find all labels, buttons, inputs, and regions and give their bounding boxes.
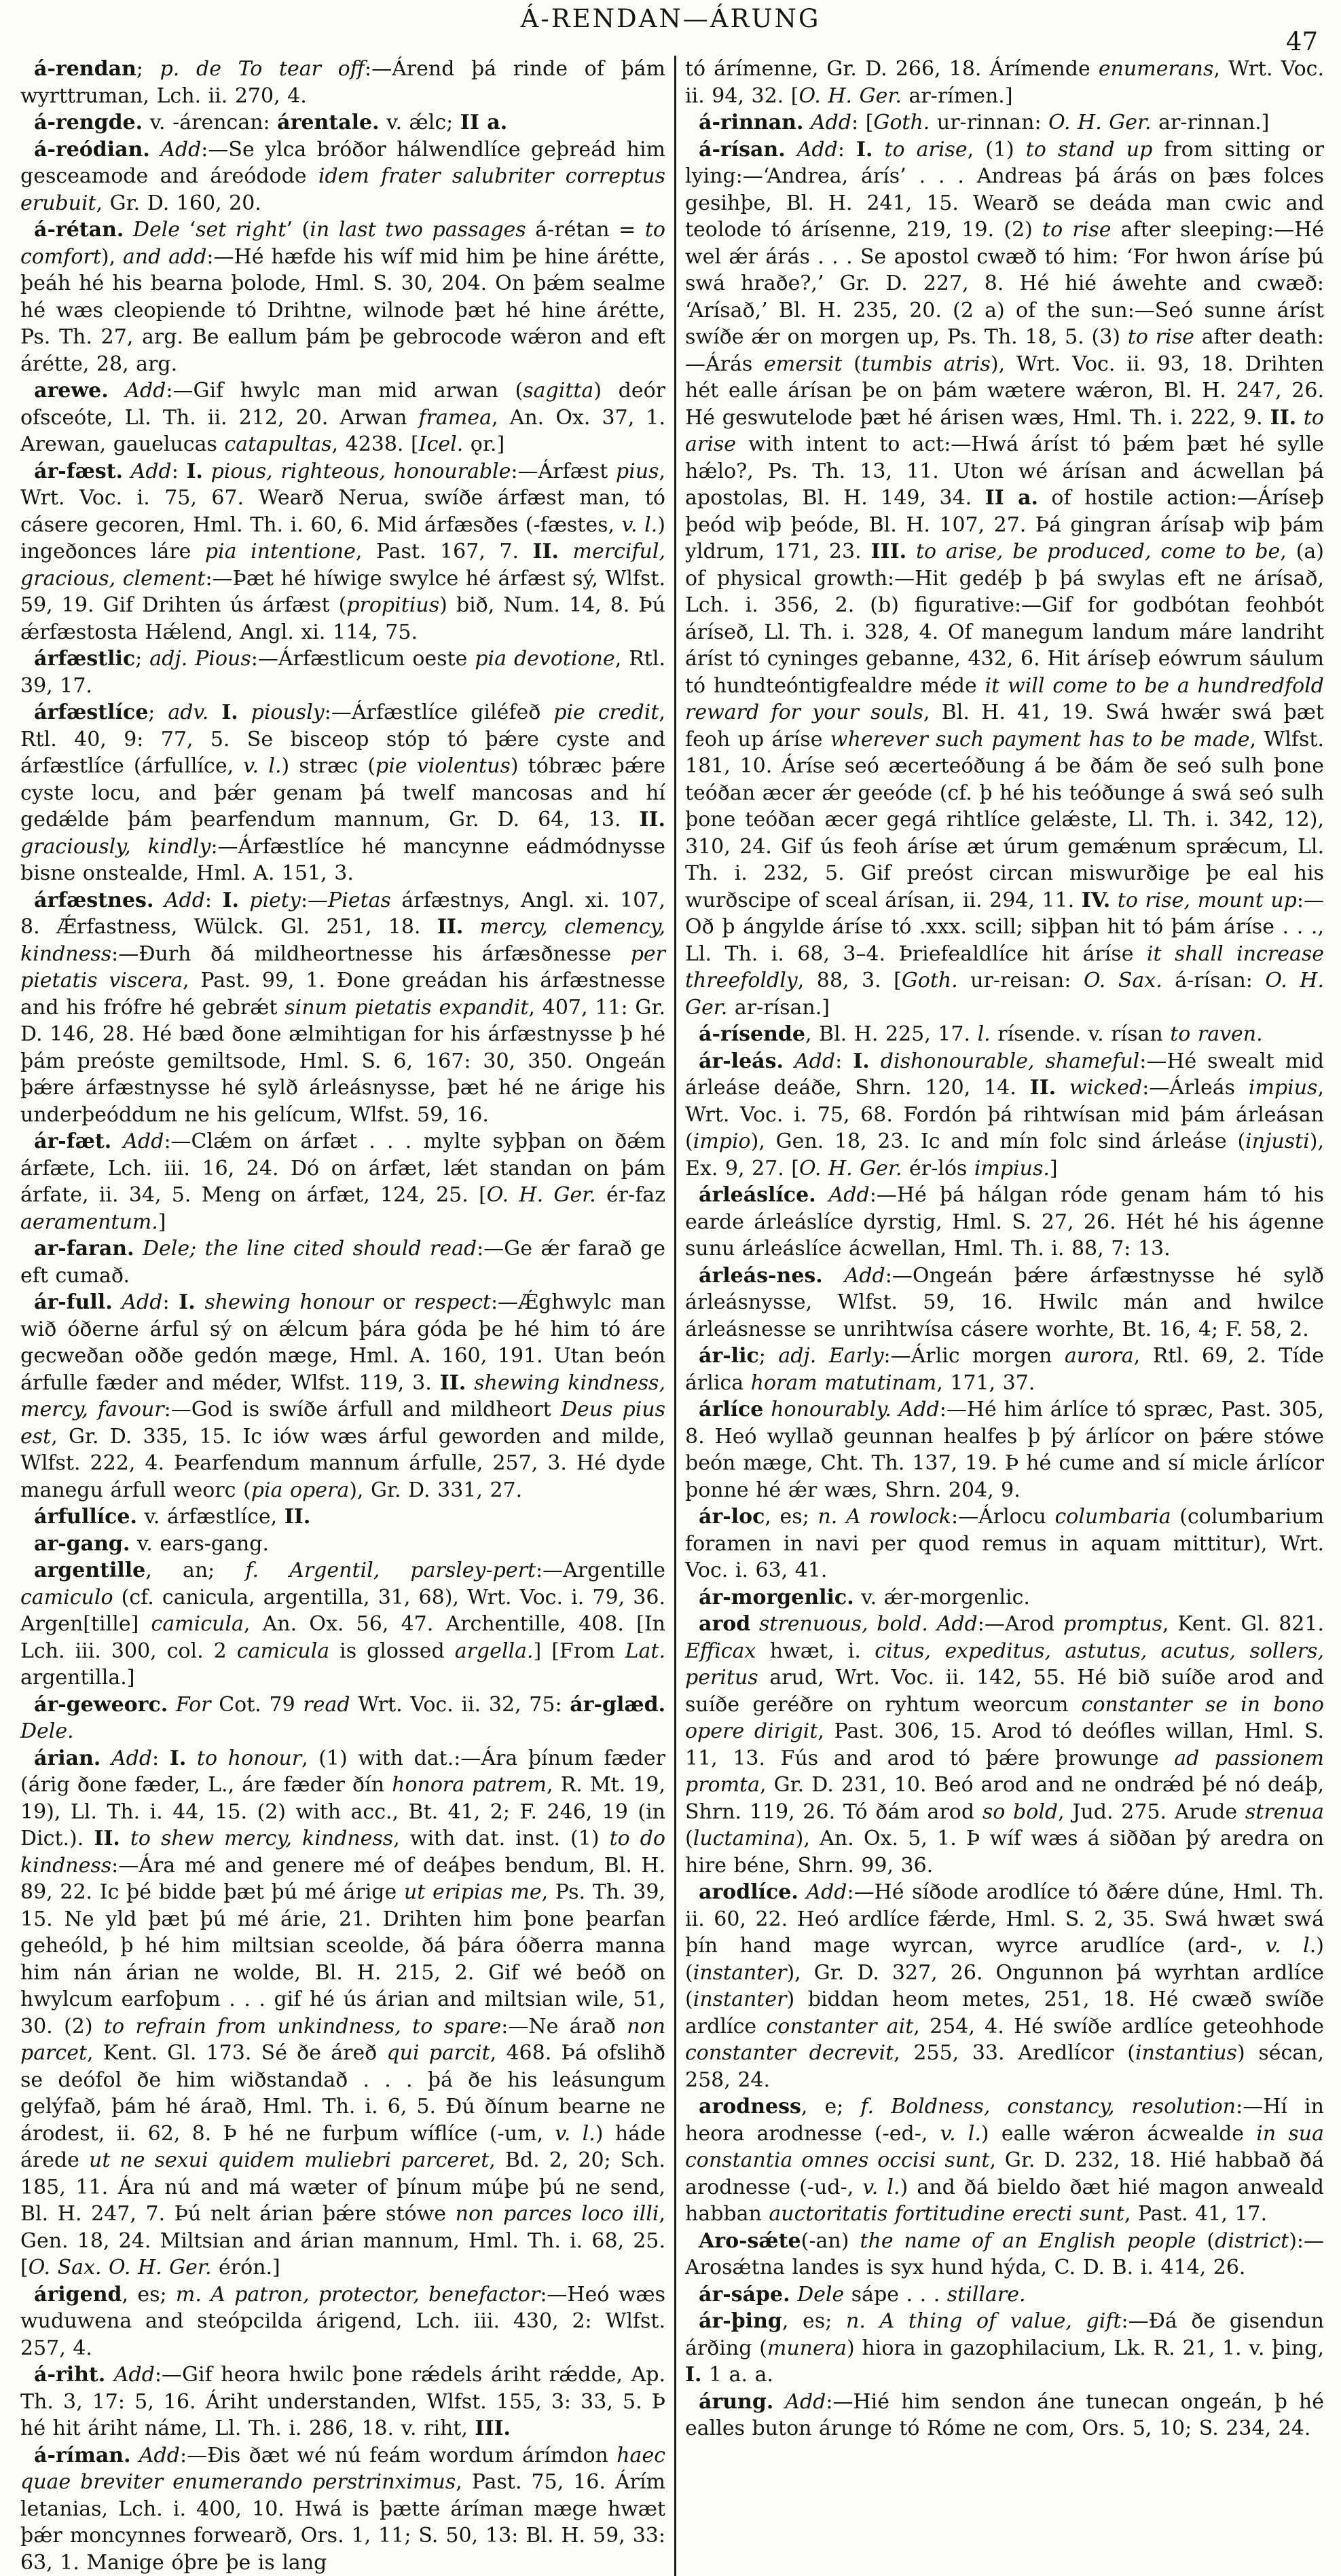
italic-text: stillare. bbox=[947, 2283, 1026, 2307]
italic-text: O. H. Ger. bbox=[487, 1183, 596, 1207]
italic-text: honora patrem bbox=[392, 1773, 547, 1797]
italic-text: citus, expeditus, astutus, acutus, sollers, peritus bbox=[685, 1639, 1324, 1690]
italic-text: constanter decrevit bbox=[685, 2041, 894, 2065]
entry-headword: árfullíce. bbox=[34, 1505, 137, 1529]
italic-text: Add bbox=[139, 2444, 180, 2467]
italic-text: respect bbox=[414, 1290, 491, 1314]
italic-text: impius. bbox=[974, 1157, 1050, 1180]
dictionary-entry: árung. Add:—Hié him sendon áne tunecan ongeán, þ hé ealles buton árunge tó Róme ne com, Ors. 5, 10; S. 234, 24. bbox=[685, 2389, 1324, 2442]
dictionary-entry: ár-loc, es; n. A rowlock:—Árlocu columbaria (columbarium foramen in navi per quod remus in aquam mittitur), Wrt. Voc. i. 63, 41. bbox=[685, 1504, 1324, 1584]
entry-headword: árfæstlíce bbox=[34, 701, 148, 724]
italic-text: propitius bbox=[346, 593, 439, 617]
italic-text: to rise bbox=[1128, 325, 1194, 349]
italic-text: to refrain from unkindness, to spare bbox=[104, 2015, 501, 2038]
bold-text: I. bbox=[170, 1747, 186, 1770]
bold-text: II a. bbox=[460, 111, 507, 134]
italic-text: honourably. bbox=[771, 1398, 892, 1421]
dictionary-entry: á-rísende, Bl. H. 225, 17. l. rísende. v. rísan to raven. bbox=[685, 1021, 1324, 1048]
dictionary-entry: árfæstnes. Add: I. piety:—Pietas árfæstnys, Angl. xi. 107, 8. Ǽrfastness, Wülck. Gl. 251, 18. II. mercy, clemency, kindness:—Ðurh ðá mildheortnesse his árfæsðnesse per pietatis viscera, Past. 99, 1. Ðone greádan his árfæstnesse and his frófre hé gebrǽt sinum pietatis expandit, 407, 11: Gr. D. 146, 28. Hé bæd ðone ælmihtigan for his árfæstnysse þ hé þám preóste gemiltsode, Hml. S. 6, 167: 30, 350. Ongeán þǽre árfæstnysse hé sylð árleásnysse, þæt hé ne árige his underþeóddum ne his gelícum, Wlfst. 59, 16. bbox=[20, 887, 665, 1129]
italic-text: graciously, kindly bbox=[20, 835, 210, 859]
entry-headword: á-rengde. bbox=[34, 111, 143, 134]
italic-text: dishonourable, shameful bbox=[881, 1049, 1139, 1073]
italic-text: For bbox=[176, 1693, 211, 1717]
italic-text: pia intentione bbox=[205, 540, 356, 563]
dictionary-entry: árfæstlic; adj. Pious:—Árfæstlicum oeste pia devotione, Rtl. 39, 17. bbox=[20, 646, 665, 699]
entry-headword: ár-geweorc. bbox=[34, 1693, 168, 1717]
bold-text: I. bbox=[221, 701, 238, 724]
dictionary-entry: ár-geweorc. For Cot. 79 read Wrt. Voc. ii. 32, 75: ár-glæd. Dele. bbox=[20, 1692, 665, 1745]
italic-text: piously bbox=[251, 701, 325, 724]
italic-text: instanter bbox=[693, 1961, 787, 1985]
bold-text: ár-glæd. bbox=[570, 1693, 665, 1717]
italic-text: Add bbox=[122, 1290, 162, 1314]
italic-text: p. de To tear off bbox=[160, 57, 365, 81]
italic-text: to raven bbox=[1170, 1022, 1256, 1046]
italic-text: Add bbox=[937, 1612, 978, 1636]
italic-text: so bold bbox=[982, 1800, 1058, 1824]
italic-text: catapultas bbox=[224, 432, 331, 456]
italic-text: v. l. bbox=[555, 2122, 595, 2146]
italic-text: Add bbox=[806, 1880, 847, 1904]
italic-text: columbaria bbox=[1055, 1505, 1171, 1529]
italic-text: to arise bbox=[685, 406, 1324, 457]
dictionary-entry: ár-fæst. Add: I. pious, righteous, honourable:—Árfæst pius, Wrt. Voc. i. 75, 67. Wearð Nerua, swíðe árfæst man, tó cásere gecoren, Hml. Th. i. 60, 6. Mid árfæsðes (-fæstes, v. l.) ingeðonces láre pia intentione, Past. 167, 7. II. merciful, gracious, clement:—Þæt hé híwige swylce hé árfæst sý, Wlfst. 59, 19. Gif Drihten ús árfæst (propitius) bið, Num. 14, 8. Þú ǽrfæstosta Hǽlend, Angl. xi. 114, 75. bbox=[20, 458, 665, 646]
entry-headword: árleás-nes. bbox=[699, 1264, 823, 1288]
italic-text: instanter bbox=[693, 1987, 787, 2011]
page-number: 47 bbox=[1286, 27, 1318, 56]
entry-headword: á-rísan. bbox=[699, 138, 786, 162]
entry-headword: árlíce bbox=[699, 1398, 763, 1421]
italic-text: to rise bbox=[1042, 218, 1111, 242]
italic-text: Add bbox=[111, 1747, 152, 1770]
italic-text: v. l. bbox=[243, 754, 281, 778]
dictionary-entry: arod strenuous, bold. Add:—Arod promptus, Kent. Gl. 821. Efficax hwæt, i. citus, expeditus, astutus, acutus, sollers, peritus arud, Wrt. Voc. ii. 142, 55. Hé bið suíðe arod and suíðe geréðre on ryhtum weorcum constanter se in bono opere dirigit, Past. 306, 15. Arod tó deófles willan, Hml. S. 11, 13. Fús and arod tó þǽre þrowunge ad passionem promta, Gr. D. 231, 10. Beó arod and ne ondrǽd þé nó deáþ, Shrn. 119, 26. Tó ðám arod so bold, Jud. 275. Arude strenua (luctamina), An. Ox. 5, 1. Þ wíf wæs á siððan þý aredra on hire béne, Shrn. 99, 36. bbox=[685, 1611, 1324, 1879]
dictionary-entry: ár-leás. Add: I. dishonourable, shameful:—Hé swealt mid árleáse deáðe, Shrn. 120, 14. II. wicked:—Árleás impius, Wrt. Voc. i. 75, 68. Fordón þá rihtwísan mid þám árleásan (impio), Gen. 18, 23. Ic and mín folc sind árleáse (injusti), Ex. 9, 27. [O. H. Ger. ér-lós impius.] bbox=[685, 1048, 1324, 1182]
entry-headword: Aro-sǽte bbox=[699, 2229, 801, 2253]
italic-text: O. H. Ger. bbox=[685, 969, 1324, 1020]
italic-text: ad passionem promta bbox=[685, 1747, 1324, 1797]
entry-headword: ár-fæt. bbox=[34, 1130, 111, 1153]
dictionary-entry: á-rísan. Add: I. to arise, (1) to stand up from sitting or lying:—‘Andrea, árís’ . . . Andreas þá árás on þæs folces gesihþe, Bl. H. 241, 15. Wearð se deáda man cwic and teolode tó árísenne, 219, 19. (2) to rise after sleeping:—Hé wel ǽr árás . . . Se apostol cwæð tó him: ‘For hwon áríse þú swá hraðe?,’ Gr. D. 227, 8. Hé hié áwehte and cwæð: ‘Arísað,’ Bl. H. 235, 20. (2 a) of the sun:—Seó sunne áríst swíðe ǽr on morgen up, Ps. Th. 18, 5. (3) to rise after death:—Árás emersit (tumbis atris), Wrt. Voc. ii. 93, 18. Drihten hét ealle árísan þe on þám wætere wǽron, Bl. H. 247, 26. Hé geswutelode þæt hé árisen wæs, Hml. Th. i. 222, 9. II. to arise with intent to act:—Hwá áríst tó þǽm þæt hé sylle hǽlo?, Ps. Th. 13, 11. Uton wé árísan and ácwellan þá apostolas, Bl. H. 149, 34. II a. of hostile action:—Áríseþ þeód wiþ þeóde, Bl. H. 107, 27. Þá gingran árísaþ wiþ þám yldrum, 171, 23. III. to arise, be produced, come to be, (a) of physical growth:—Hit gedéþ þ þá swylas eft ne árísað, Lch. i. 356, 2. (b) figurative:—Gif for godbótan feohbót áríseð, Ll. Th. i. 328, 4. Of manegum landum máre landriht áríst tó cyninges gebanne, 432, 6. Hit áríseþ eówrum sáulum tó hundteóntigfealdre méde it will come to be a hundredfold reward for your souls, Bl. H. 41, 19. Swá hwǽr swá þæt feoh up áríse wherever such payment has to be made, Wlfst. 181, 10. Áríse seó æcerteóðung á be ðám ðe seó sulh þone teóðan æcer ǽr geeóde (cf. þ hé his teóðunge á swá seó sulh þone teóðan æcer gegá rihtlíce gelǽste, Ll. Th. i. 342, 12), 310, 24. Gif ús feoh áríse æt úrum gemǽnum sprǽcum, Ll. Th. i. 232, 5. Gif preóst circan miswurðige þe eal his wurðscipe of sceal árísan, ii. 294, 11. IV. to rise, mount up:—Oð þ ángylde áríse tó .xxx. scill; siþþan hit tó þám áríse . . ., Ll. Th. i. 68, 3–4. Þriefealdlíce hit áríse it shall increase threefoldly, 88, 3. [Goth. ur-reisan: O. Sax. á-rísan: O. H. Ger. ar-rísan.] bbox=[685, 136, 1324, 1022]
italic-text: pia opera bbox=[251, 1478, 349, 1502]
italic-text: to arise bbox=[885, 138, 968, 162]
italic-text: Add bbox=[125, 379, 166, 403]
dictionary-entry: ár-morgenlic. v. ǽr-morgenlic. bbox=[685, 1584, 1324, 1611]
entry-headword: árian. bbox=[34, 1747, 100, 1770]
italic-text: ut ne sexui quidem muliebri parceret bbox=[89, 2148, 489, 2172]
dictionary-entry: á-rinnan. Add: [Goth. ur-rinnan: O. H. Ger. ar-rinnan.] bbox=[685, 109, 1324, 136]
italic-text: n. A rowlock bbox=[818, 1505, 951, 1529]
italic-text: pie violentus bbox=[375, 754, 511, 778]
entry-headword: árfæstlic bbox=[34, 647, 135, 671]
bold-text: I. bbox=[186, 460, 202, 483]
bold-text: III. bbox=[475, 2416, 511, 2440]
italic-text: injusti bbox=[1245, 1130, 1310, 1153]
bold-text: II. bbox=[532, 540, 559, 563]
italic-text: v. l. bbox=[1266, 1934, 1317, 1958]
entry-headword: arodlíce. bbox=[699, 1880, 798, 1904]
bold-text: árentale. bbox=[277, 111, 379, 134]
entry-headword: ár-full. bbox=[34, 1290, 113, 1314]
dictionary-entry: arodness, e; f. Boldness, constancy, resolution:—Hí in heora arodnesse (-ed-, v. l.) ealle wǽron ácwealde in sua constantia omnes occisi sunt, Gr. D. 232, 18. Hié habbað ðá arodnesse (-ud-, v. l.) and ðá bieldo ðæt hié magon anweald habban auctoritatis fortitudine erecti sunt, Past. 41, 17. bbox=[685, 2093, 1324, 2228]
italic-text: Icel. bbox=[419, 432, 464, 456]
entry-headword: argentille bbox=[34, 1558, 145, 1582]
italic-text: emersit bbox=[764, 352, 842, 376]
italic-text: Goth. bbox=[902, 969, 958, 992]
bold-text: II. bbox=[639, 808, 665, 832]
bold-text: II. bbox=[1030, 1076, 1057, 1100]
entry-headword: á-rinnan. bbox=[699, 111, 803, 134]
dictionary-entry: ár-lic; adj. Early:—Árlic morgen aurora, Rtl. 69, 2. Tíde árlica horam matutinam, 171, 37. bbox=[685, 1343, 1324, 1396]
italic-text: Dele bbox=[133, 218, 180, 242]
italic-text: to do kindness bbox=[20, 1827, 665, 1878]
bold-text: IV. bbox=[1082, 889, 1111, 912]
italic-text: per pietatis viscera bbox=[20, 942, 665, 993]
entry-headword: ár-leás. bbox=[699, 1049, 784, 1073]
dictionary-entry: árfullíce. v. árfæstlíce, II. bbox=[20, 1504, 665, 1531]
italic-text: munera bbox=[767, 2336, 847, 2360]
italic-text: aeramentum. bbox=[20, 1210, 158, 1234]
italic-text: O. H. Ger. bbox=[799, 1157, 902, 1180]
italic-text: Efficax bbox=[685, 1639, 756, 1663]
italic-text: to rise, mount up bbox=[1118, 889, 1297, 912]
dictionary-entry: ár-fæt. Add:—Clǽm on árfæt . . . mylte syþþan on ðǽm árfæte, Lch. iii. 16, 24. Dó on árfæt, lǽt standan on þám árfate, ii. 34, 5. Meng on árfæt, 124, 25. [O. H. Ger. ér-faz aeramentum.] bbox=[20, 1128, 665, 1235]
italic-text: aurora bbox=[1065, 1344, 1134, 1368]
bold-text: I. bbox=[856, 138, 872, 162]
bold-text: II. bbox=[437, 915, 464, 939]
italic-text: Dele bbox=[797, 2283, 844, 2307]
dictionary-entry: á-rengde. v. -árencan: árentale. v. ǽlc; II a. bbox=[20, 109, 665, 136]
italic-text: Goth. bbox=[873, 111, 930, 134]
italic-text: framea bbox=[419, 406, 492, 430]
dictionary-entry: árian. Add: I. to honour, (1) with dat.:—Ára þínum fæder (árig ðone fæder, L., áre fæder ðín honora patrem, R. Mt. 19, 19), Ll. Th. i. 44, 15. (2) with acc., Bt. 41, 2; F. 246, 19 (in Dict.). II. to shew mercy, kindness, with dat. inst. (1) to do kindness:—Ára mé and genere mé of deáþes bendum, Bl. H. 89, 22. Ic þé bidde þæt þú mé árige ut eripias me, Ps. Th. 39, 15. Ne yld þæt þú mé árie, 21. Drihten him þone þearfan geheóld, þ hé him miltsian sceolde, ðá þára óðerra manna him nán árian ne wolde, Bl. H. 215, 2. Gif wé beóð on hwylcum earfoþum . . . gif hé ús árian and miltsian wile, 51, 30. (2) to refrain from unkindness, to spare:—Ne árað non parcet, Kent. Gl. 173. Sé ðe áreð qui parcit, 468. Þá ofslihð se deófol ðe him wiðstandað . . . þá ðe his leásungum gelýfað, þám hé árað, Hml. Th. i. 6, 5. Ðú ðínum bearne ne árodest, ii. 62, 8. Þ hé ne furþum wíflíce (-um, v. l.) háde árede ut ne sexui quidem muliebri parceret, Bd. 2, 20; Sch. 185, 11. Ára nú and má wæter of þínum múþe þú ne send, Bl. H. 247, 7. Þú nelt árian þǽre stówe non parces loco illi, Gen. 18, 24. Miltsian and árian mannum, Hml. Th. i. 68, 25. [O. Sax. O. H. Ger. érón.] bbox=[20, 1745, 665, 2281]
italic-text: f. Boldness, constancy, resolution bbox=[860, 2095, 1236, 2118]
italic-text: read bbox=[303, 1693, 350, 1717]
dictionary-entry: tó árímenne, Gr. D. 266, 18. Árímende enumerans, Wrt. Voc. ii. 94, 32. [O. H. Ger. ar-rímen.] bbox=[685, 56, 1324, 109]
dictionary-entry: arewe. Add:—Gif hwylc man mid arwan (sagitta) deór ofsceóte, Ll. Th. ii. 212, 20. Arwan framea, An. Ox. 37, 1. Arewan, gauelucas catapultas, 4238. [Icel. ǫr.] bbox=[20, 377, 665, 458]
italic-text: piety bbox=[249, 889, 301, 912]
italic-text: v. l. bbox=[862, 2176, 900, 2199]
italic-text: Add bbox=[845, 1264, 885, 1288]
italic-text: Add bbox=[131, 460, 172, 483]
entry-headword: ár-morgenlic. bbox=[699, 1586, 854, 1609]
italic-text: mercy, clemency, kindness bbox=[20, 915, 665, 966]
italic-text: shewing kindness, mercy, favour bbox=[20, 1371, 665, 1422]
italic-text: l. bbox=[978, 1022, 991, 1046]
italic-text: pie credit bbox=[553, 701, 659, 724]
bold-text: III. bbox=[871, 540, 907, 563]
italic-text: strenuous, bold. bbox=[759, 1612, 928, 1636]
entry-headword: á-riht. bbox=[34, 2363, 105, 2387]
entry-headword: á-rétan. bbox=[34, 218, 124, 242]
entry-headword: ár-loc bbox=[699, 1505, 765, 1529]
italic-text: strenua bbox=[1245, 1800, 1324, 1824]
entry-headword: á-rísende bbox=[699, 1022, 805, 1046]
italic-text: idem frater salubriter correptus erubuit bbox=[20, 164, 665, 215]
bold-text: II a. bbox=[985, 486, 1038, 510]
italic-text: the name of an English people bbox=[860, 2229, 1196, 2253]
italic-text: wicked bbox=[1069, 1076, 1142, 1100]
bold-text: I. bbox=[179, 1290, 195, 1314]
bold-text: II. bbox=[284, 1505, 311, 1529]
text-columns bbox=[20, 56, 1324, 2576]
bold-text: I. bbox=[685, 2363, 701, 2387]
dictionary-entry: á-riht. Add:—Gif heora hwilc þone rǽdels áriht rǽdde, Ap. Th. 3, 17: 5, 16. Áriht understanden, Wlfst. 155, 3: 33, 5. Þ hé hit áriht náme, Ll. Th. i. 286, 18. v. riht, III. bbox=[20, 2362, 665, 2442]
italic-text: Add bbox=[123, 1130, 164, 1153]
italic-text: Dele; the line cited should read bbox=[143, 1237, 477, 1261]
bold-text: II. bbox=[440, 1371, 466, 1395]
italic-text: impius bbox=[1249, 1076, 1318, 1100]
bold-text: II. bbox=[94, 1827, 120, 1850]
italic-text: adj. Early bbox=[778, 1344, 883, 1368]
italic-text: to stand up bbox=[1026, 138, 1153, 162]
entry-headword: árfæstnes. bbox=[34, 889, 153, 912]
italic-text: impio bbox=[693, 1130, 751, 1153]
italic-text: Deus pius est bbox=[20, 1398, 665, 1449]
italic-text: n. A thing of value, gift bbox=[846, 2309, 1122, 2333]
italic-text: sinum pietatis expandit bbox=[284, 996, 528, 1020]
italic-text: to shew mercy, kindness bbox=[130, 1827, 393, 1850]
entry-headword: arodness bbox=[699, 2095, 801, 2118]
bold-text: I. bbox=[853, 1049, 869, 1073]
entry-headword: ar-faran. bbox=[34, 1237, 134, 1261]
italic-text: ut eripias me bbox=[404, 1880, 542, 1904]
italic-text: pius bbox=[616, 460, 659, 483]
italic-text: Add bbox=[164, 889, 205, 912]
italic-text: Pietas bbox=[328, 889, 391, 912]
italic-text: instantius bbox=[1135, 2041, 1237, 2065]
italic-text: merciful, gracious, clement bbox=[20, 540, 665, 591]
italic-text: Add bbox=[785, 2390, 826, 2414]
italic-text: argella. bbox=[455, 1639, 534, 1663]
dictionary-entry: ár-þing, es; n. A thing of value, gift:—Ðá ðe gisendun árðing (munera) hiora in gazophilacium, Lk. R. 21, 1. v. þing, I. 1 a. a. bbox=[685, 2308, 1324, 2389]
italic-text: wherever such payment has to be made bbox=[830, 728, 1250, 751]
page-title: Á-RENDAN—ÁRUNG bbox=[0, 4, 1341, 33]
italic-text: non parces loco illi bbox=[456, 2202, 659, 2226]
italic-text: haec quae breviter enumerando perstrinximus bbox=[20, 2444, 665, 2495]
italic-text: promptus bbox=[1063, 1612, 1162, 1636]
italic-text: non parcet bbox=[20, 2015, 665, 2066]
italic-text: Add bbox=[829, 1183, 870, 1207]
italic-text: Dele. bbox=[20, 1719, 74, 1743]
italic-text: it shall increase threefoldly bbox=[685, 942, 1324, 993]
italic-text: Add bbox=[797, 138, 838, 162]
dictionary-entry: arodlíce. Add:—Hé síðode arodlíce tó ðǽre dúne, Hml. Th. ii. 60, 22. Heó ardlíce fǽrde, Hml. S. 2, 35. Swá hwæt swá þín hand mage wyrcan, wyrce arudlíce (ard-, v. l.) (instanter), Gr. D. 327, 26. Ongunnon þá wyrhtan ardlíce (instanter) biddan heom metes, 251, 18. Hé cwæð swíðe ardlíce constanter ait, 254, 4. Hé swíðe ardlíce geteohhode constanter decrevit, 255, 33. Aredlícor (instantius) sécan, 258, 24. bbox=[685, 1879, 1324, 2093]
dictionary-entry: árfæstlíce; adv. I. piously:—Árfæstlíce giléfeð pie credit, Rtl. 40, 9: 77, 5. Se bisceop stóp tó þǽre cyste and árfæstlíce (árfullíce, v. l.) stræc (pie violentus) tóbræc þǽre cyste locu, and þǽr genam þá twelf mancosas and hí gedǽlde þám þearfendum mannum, Gr. D. 64, 13. II. graciously, kindly:—Árfæstlíce hé mancynne eádmódnysse bisne onstealde, Hml. A. 151, 3. bbox=[20, 699, 665, 887]
dictionary-entry: árigend, es; m. A patron, protector, benefactor:—Heó wæs wuduwena and steópcilda árigend, Lch. iii. 430, 2: Wlfst. 257, 4. bbox=[20, 2281, 665, 2362]
italic-text: O. Sax. bbox=[1084, 969, 1162, 992]
italic-text: auctoritatis fortitudine erecti sunt bbox=[769, 2202, 1124, 2226]
italic-text: district bbox=[1215, 2229, 1289, 2253]
entry-headword: arewe. bbox=[34, 379, 109, 403]
italic-text: f. Argentil, parsley-pert bbox=[245, 1558, 536, 1582]
italic-text: to honour bbox=[197, 1747, 301, 1770]
italic-text: to comfort bbox=[20, 218, 665, 269]
italic-text: Add bbox=[794, 1049, 835, 1073]
italic-text: adv. bbox=[168, 701, 208, 724]
dictionary-entry: ár-sápe. Dele sápe . . . stillare. bbox=[685, 2281, 1324, 2309]
italic-text: m. A patron, protector, benefactor bbox=[176, 2283, 540, 2307]
dictionary-entry: á-rendan; p. de To tear off:—Árend þá rinde of þám wyrttruman, Lch. ii. 270, 4. bbox=[20, 56, 665, 109]
dictionary-entry: á-reódian. Add:—Se ylca bróðor hálwendlíce geþreád him gesceamode and áreódode idem frater salubriter correptus erubuit, Gr. D. 160, 20. bbox=[20, 136, 665, 217]
entry-headword: ar-gang. bbox=[34, 1532, 130, 1556]
italic-text: in sua constantia omnes occisi sunt bbox=[685, 2122, 1324, 2173]
dictionary-entry: ár-full. Add: I. shewing honour or respect:—Ǽghwylc man wið óðerne árful sý on ǽlcum þára góda þe hé him tó áre gecweðan oððe gedón mæge, Hml. A. 160, 191. Utan beón árfulle fæder and méder, Wlfst. 119, 3. II. shewing kindness, mercy, favour:—God is swíðe árfull and mildheort Deus pius est, Gr. D. 335, 15. Ic iów wæs árful geworden and milde, Wlfst. 222, 4. Þearfendum mannum árfulle, 257, 3. Hé dyde manegu árfull weorc (pia opera), Gr. D. 331, 27. bbox=[20, 1289, 665, 1504]
italic-text: enumerans bbox=[1099, 57, 1214, 81]
italic-text: shewing honour bbox=[204, 1290, 373, 1314]
dictionary-entry: árleáslíce. Add:—Hé þá hálgan róde genam hám tó his earde árleáslíce dyrstig, Hml. S. 27, 26. Hét hé his ágenne sunu árleáslíce ácwellan, Hml. Th. i. 88, 7: 13. bbox=[685, 1182, 1324, 1263]
bold-text: II. bbox=[1270, 406, 1297, 430]
entry-headword: ár-þing bbox=[699, 2309, 782, 2333]
italic-text: pious, righteous, honourable bbox=[211, 460, 511, 483]
italic-text: v. l. bbox=[622, 513, 658, 537]
italic-text: in last two passages bbox=[310, 218, 526, 242]
bold-text: I. bbox=[222, 889, 238, 912]
entry-headword: ár-lic bbox=[699, 1344, 759, 1368]
italic-text: Add bbox=[114, 2363, 155, 2387]
italic-text: pia devotione bbox=[475, 647, 614, 671]
dictionary-entry: Aro-sǽte(-an) the name of an English people (district):—Arosǽtna landes is syx hund hýda, C. D. B. i. 414, 26. bbox=[685, 2228, 1324, 2281]
italic-text: Add bbox=[160, 138, 201, 162]
entry-headword: á-reódian. bbox=[34, 138, 150, 162]
dictionary-entry: á-rétan. Dele ‘set right’ (in last two passages á-rétan = to comfort), and add:—Hé hæfde his wíf mid him þe hine árétte, þeáh hé his bearna þolode, Hml. S. 30, 204. On þǽm sealme hé wæs cleopiende tó Drihtne, wilnode þæt hé hine árétte, Ps. Th. 27, arg. Be eallum þám þe gebrocode wǽron and eft árétte, 28, arg. bbox=[20, 217, 665, 377]
entry-headword: ár-sápe. bbox=[699, 2283, 790, 2307]
dictionary-entry: árlíce honourably. Add:—Hé him árlíce tó spræc, Past. 305, 8. Heó wyllað geunnan healfes þ þý árlícor on þǽre stówe beón mæge, Cht. Th. 137, 19. Þ hé cume and sí micle árlícor þonne hé ǽr wæs, Shrn. 204, 9. bbox=[685, 1396, 1324, 1504]
dictionary-entry: ar-faran. Dele; the line cited should read:—Ge ǽr farað ge eft cumað. bbox=[20, 1235, 665, 1289]
italic-text: O. Sax. O. H. Ger. bbox=[29, 2256, 212, 2279]
dictionary-entry: argentille, an; f. Argentil, parsley-pert:—Argentille camiculo (cf. canicula, argentilla, 31, 68), Wrt. Voc. i. 79, 36. Argen[tille] camicula, An. Ox. 56, 47. Archentille, 408. [In Lch. iii. 300, col. 2 camicula is glossed argella.] [From Lat. argentilla.] bbox=[20, 1557, 665, 1692]
dictionary-entry: ar-gang. v. ears-gang. bbox=[20, 1531, 665, 1558]
italic-text: Add bbox=[899, 1398, 940, 1421]
italic-text: and add bbox=[123, 245, 207, 269]
italic-text: to arise, be produced, come to be bbox=[916, 540, 1280, 563]
italic-text: v. l. bbox=[940, 2122, 981, 2146]
italic-text: O. H. Ger. bbox=[798, 84, 901, 108]
italic-text: constanter ait bbox=[766, 2015, 913, 2038]
left-column bbox=[20, 56, 665, 2576]
column-divider bbox=[674, 56, 676, 2576]
italic-text: Lat. bbox=[625, 1639, 665, 1663]
italic-text: O. H. Ger. bbox=[1048, 111, 1151, 134]
italic-text: camiculo bbox=[20, 1586, 113, 1609]
entry-headword: á-ríman. bbox=[34, 2444, 131, 2467]
dictionary-entry: á-ríman. Add:—Ðis ðæt wé nú feám wordum árímdon haec quae breviter enumerando perstrinximus, Past. 75, 16. Árím letanias, Lch. i. 400, 10. Hwá is þætte áríman mæge hwæt þǽr moncynnes forwearð, Ors. 1, 11; S. 50, 13: Bl. H. 59, 33: 63, 1. Manige óþre þe is lang bbox=[20, 2442, 665, 2576]
entry-headword: á-rendan bbox=[34, 57, 136, 81]
italic-text: horam matutinam bbox=[751, 1371, 937, 1395]
entry-headword: árigend bbox=[34, 2283, 122, 2307]
italic-text: luctamina bbox=[693, 1827, 796, 1850]
italic-text: adj. Pious bbox=[149, 647, 251, 671]
entry-headword: árleáslíce. bbox=[699, 1183, 816, 1207]
italic-text: constanter se in bono opere dirigit bbox=[685, 1693, 1324, 1744]
entry-headword: arod bbox=[699, 1612, 750, 1636]
italic-text: sagitta bbox=[523, 379, 593, 403]
italic-text: tumbis atris bbox=[862, 352, 991, 376]
italic-text: qui parcit bbox=[386, 2041, 490, 2065]
dictionary-entry: árleás-nes. Add:—Ongeán þǽre árfæstnysse hé sylð árleásnysse, Wlfst. 59, 16. Hwilc mán and hwilce árleásnesse se unrihtwísa cásere worhte, Bt. 16, 4; F. 58, 2. bbox=[685, 1263, 1324, 1343]
italic-text: camicula bbox=[151, 1612, 244, 1636]
italic-text: set right bbox=[196, 218, 286, 242]
right-column bbox=[685, 56, 1324, 2576]
entry-headword: árung. bbox=[699, 2390, 773, 2414]
italic-text: camicula bbox=[237, 1639, 329, 1663]
italic-text: it will come to be a hundredfold reward for your souls bbox=[685, 674, 1324, 725]
entry-headword: ár-fæst. bbox=[34, 460, 123, 483]
italic-text: Add bbox=[811, 111, 851, 134]
